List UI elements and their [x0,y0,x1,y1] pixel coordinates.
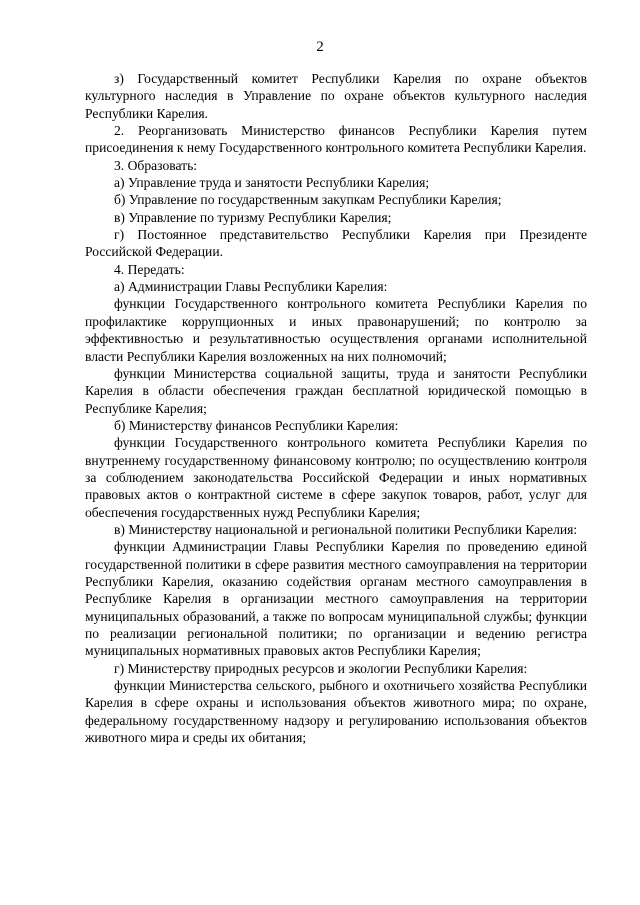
paragraph-transfer-heading: 4. Передать: [114,261,185,277]
paragraph-create-g: г) Постоянное представительство Республики Карелия при Президенте Российской Федерации. [85,227,587,260]
paragraph-transfer-a: а) Администрации Главы Республики Карелия: [114,279,388,295]
paragraph-transfer-b-functions: функции Государственного контрольного комитета Республики Карелия по внутреннему государственному финансовому контролю; по осуществлению контроля за соблюдением законодательства Российской Федерации и иных нормативных правовых актов о контрактной системе в сфере закупок товаров, работ, услуг для обеспечения государственных нужд Республики Карелия; [85,435,587,520]
paragraph-transfer-b: б) Министерству финансов Республики Карелия: [114,417,399,433]
paragraph-item-z: з) Государственный комитет Республики Карелия по охране объектов культурного наследия в Управление по охране объектов культурного наследия Республики Карелия. [85,71,587,121]
paragraph-transfer-a-functions-1: функции Государственного контрольного комитета Республики Карелия по профилактике коррупционных и иных правонарушений; по контролю за эффективностью и результативностью осуществления органами исполнительной власти Республики Карелия возложенных на них полномочий; [85,296,587,364]
paragraph-create-v: в) Управление по туризму Республики Карелия; [114,209,392,225]
paragraph-transfer-g: г) Министерству природных ресурсов и экологии Республики Карелия: [114,660,528,676]
paragraph-create-a: а) Управление труда и занятости Республики Карелия; [114,175,430,191]
paragraph-transfer-v: в) Министерству национальной и региональной политики Республики Карелия: [114,521,578,537]
paragraph-transfer-g-functions: функции Министерства сельского, рыбного и охотничьего хозяйства Республики Карелия в сфере охраны и использования объектов животного мира; по охране, федеральному государственному надзору и регулированию использования объектов животного мира и среды их обитания; [85,678,587,746]
paragraph-transfer-v-functions: функции Администрации Главы Республики Карелия по проведению единой государственной политики в сфере развития местного самоуправления на территории Республики Карелия, оказанию содействия органам местного самоуправления в Республике Карелия в организации местного самоуправления на территории муниципальных образований, а также по вопросам муниципальной службы; функции по реализации региональной политики; по организации и ведению регистра муниципальных нормативных правовых актов Республики Карелия; [85,539,587,659]
paragraph-create-heading: 3. Образовать: [114,157,198,173]
document-body [85,70,587,746]
paragraph-reorganize: 2. Реорганизовать Министерство финансов Республики Карелия путем присоединения к нему Государственного контрольного комитета Республики Карелия. [85,123,587,156]
paragraph-transfer-a-functions-2: функции Министерства социальной защиты, труда и занятости Республики Карелия в области обеспечения граждан бесплатной юридической помощью в Республике Карелия; [85,365,587,416]
page-number: 2 [316,39,324,55]
paragraph-create-b: б) Управление по государственным закупкам Республики Карелия; [114,192,502,208]
